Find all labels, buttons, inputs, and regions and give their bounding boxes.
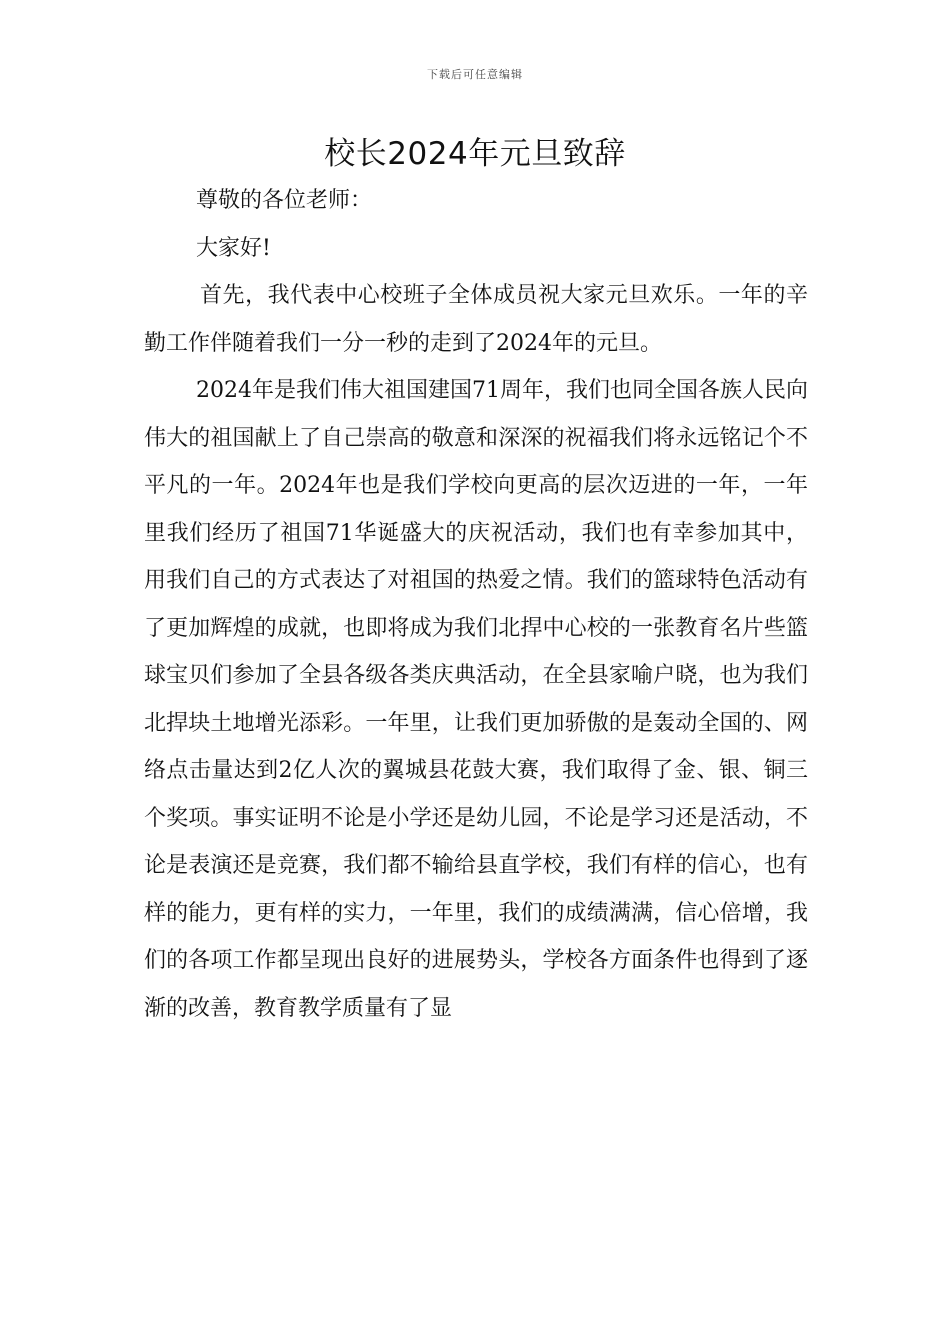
paragraph-2: 2024年是我们伟大祖国建国71周年，我们也同全国各族人民向伟大的祖国献上了自己崇高的敬意和深深的祝福我们将永远铭记个不平凡的一年。2024年也是我们学校向更高的层次迈进的一年，一年里我们经历了祖国71华诞盛大的庆祝活动，我们也有幸参加其中，用我们自己的方式表达了对祖国的热爱之情。我们的篮球特色活动有了更加辉煌的成就，也即将成为我们北捍中心校的一张教育名片些篮球宝贝们参加了全县各级各类庆典活动，在全县家喻户晓，也为我们北捍块土地增光添彩。一年里，让我们更加骄傲的是轰动全国的、网络点击量达到2亿人次的翼城县花鼓大赛，我们取得了金、银、铜三个奖项。事实证明不论是小学还是幼儿园，不论是学习还是活动，不论是表演还是竞赛，我们都不输给县直学校，我们有样的信心，也有样的能力，更有样的实力，一年里，我们的成绩满满，信心倍增，我们的各项工作都呈现出良好的进展势头，学校各方面条件也得到了逐渐的改善，教育教学质量有了显 [144,378,808,1021]
document-title: 校长2024年元旦致辞 [324,136,626,172]
greeting: 大家好! [196,235,271,261]
header-note: 下载后可任意编辑 [427,68,523,81]
paragraph-1: 首先，我代表中心校班子全体成员祝大家元旦欢乐。一年的辛勤工作伴随着我们一分一秒的走到了2024年的元旦。 [144,283,808,356]
document-body [144,177,808,1032]
salutation: 尊敬的各位老师： [196,188,373,213]
